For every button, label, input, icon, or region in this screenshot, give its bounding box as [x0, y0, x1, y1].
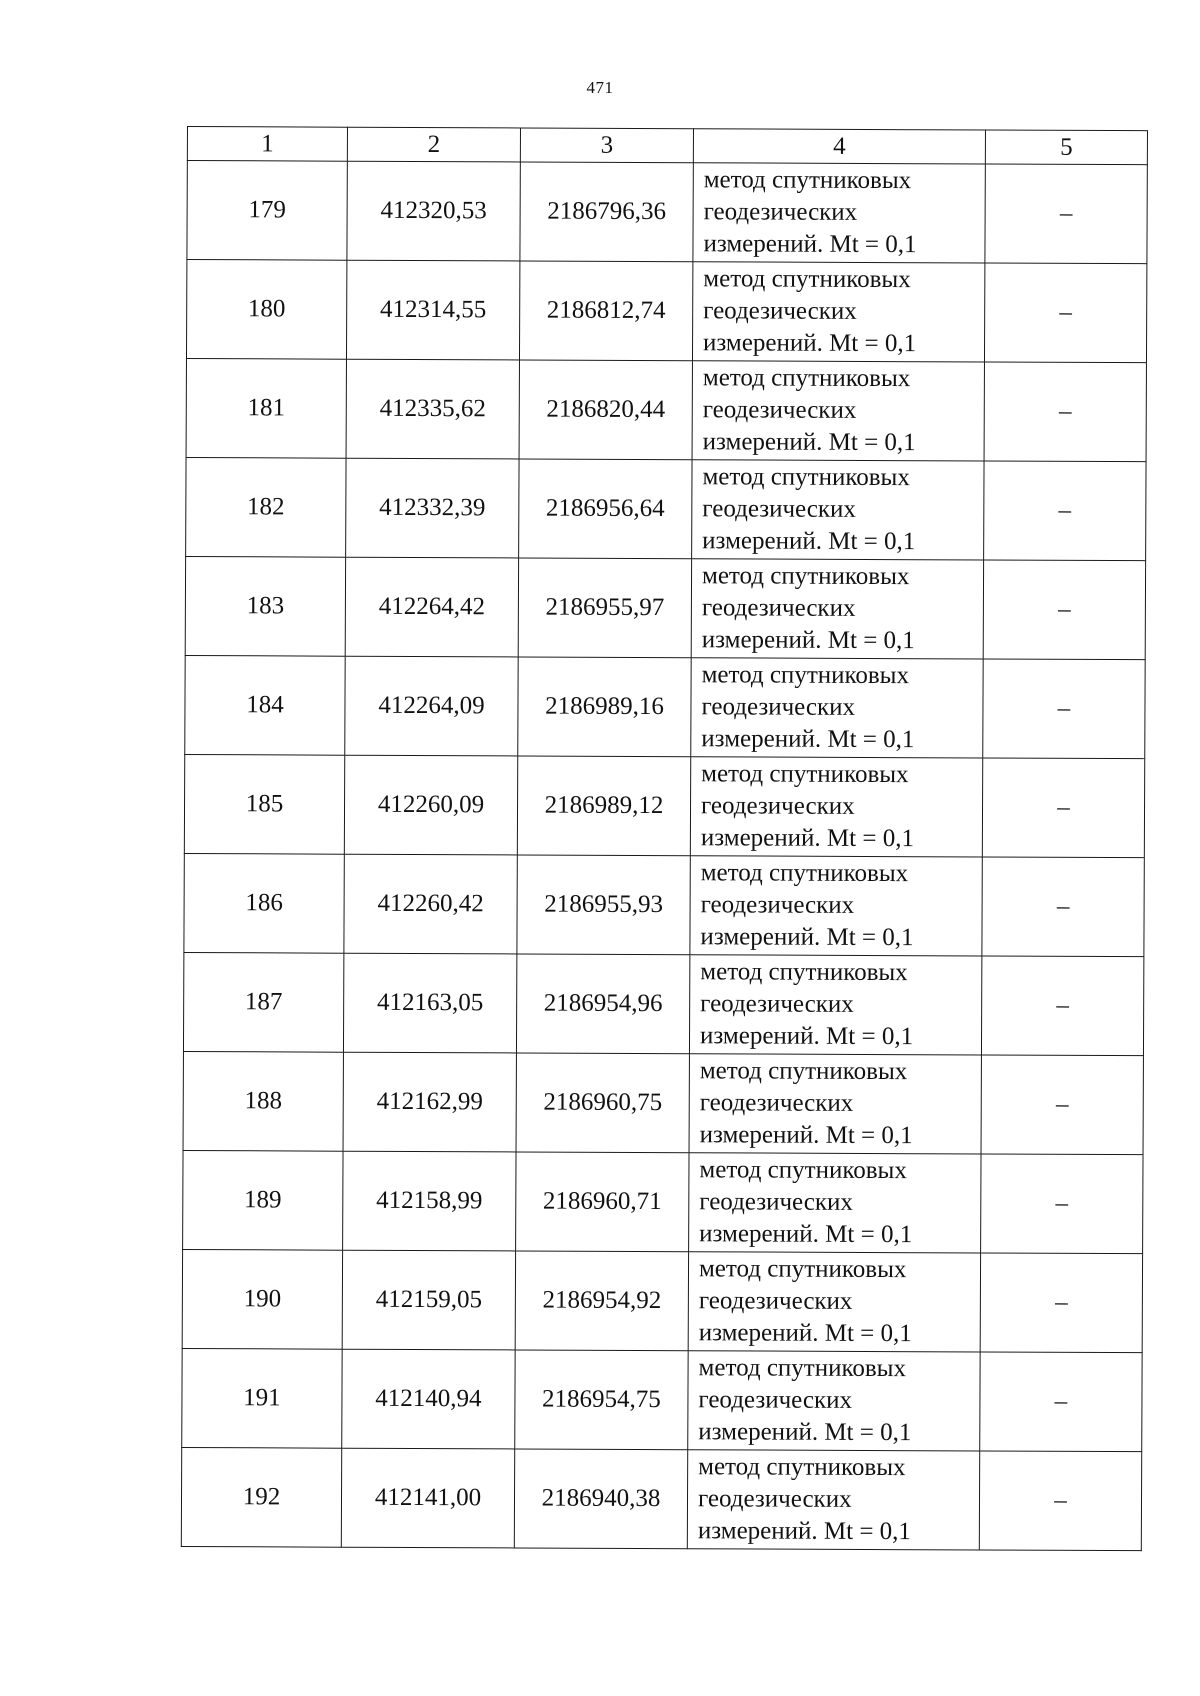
point-number-cell: 192 — [181, 1447, 341, 1547]
table-header-row — [187, 127, 1147, 165]
note-cell: – — [979, 1451, 1141, 1551]
method-line: измерений. Mt = 0,1 — [699, 1022, 914, 1051]
method-line: геодезических — [701, 693, 856, 721]
table-row — [186, 457, 1146, 560]
method-line: измерений. Mt = 0,1 — [698, 1319, 912, 1348]
y-coordinate-cell: 2186989,12 — [517, 756, 690, 856]
note-cell: – — [981, 1154, 1143, 1254]
point-number-cell: 187 — [183, 952, 343, 1052]
note-cell: – — [985, 164, 1147, 264]
table-row — [182, 1348, 1142, 1451]
point-number-cell: 183 — [185, 556, 345, 656]
method-cell — [691, 559, 983, 659]
x-coordinate-cell: 412159,05 — [342, 1250, 515, 1350]
header-col-2: 2 — [347, 127, 520, 162]
method-line: метод спутниковых — [700, 958, 908, 987]
method-line: геодезических — [700, 990, 854, 1018]
method-line: метод спутниковых — [699, 1156, 907, 1185]
method-cell — [691, 658, 983, 758]
point-number-cell: 184 — [185, 655, 345, 755]
x-coordinate-cell: 412260,09 — [344, 755, 517, 855]
note-cell: – — [984, 461, 1146, 561]
method-line: измерений. Mt = 0,1 — [698, 1418, 912, 1447]
method-line: метод спутниковых — [699, 1057, 908, 1086]
method-line: измерений. Mt = 0,1 — [701, 725, 915, 754]
y-coordinate-cell: 2186812,74 — [519, 261, 692, 361]
method-line: геодезических — [699, 1089, 854, 1117]
method-line: измерений. Mt = 0,1 — [702, 527, 916, 556]
method-cell — [687, 1450, 979, 1550]
note-cell: – — [982, 758, 1144, 858]
point-number-cell: 179 — [187, 161, 347, 261]
page-number: 471 — [586, 78, 614, 97]
method-cell — [693, 163, 985, 263]
table-row — [181, 1447, 1141, 1550]
table-row — [183, 1051, 1143, 1154]
x-coordinate-cell: 412141,00 — [341, 1448, 514, 1548]
table-row — [186, 260, 1146, 363]
note-cell: – — [981, 956, 1143, 1056]
point-number-cell: 186 — [184, 853, 344, 953]
method-line: метод спутниковых — [698, 1453, 906, 1482]
note-cell: – — [982, 857, 1144, 957]
table-row — [182, 1249, 1142, 1352]
note-cell: – — [984, 263, 1146, 363]
note-cell: – — [980, 1253, 1142, 1353]
note-cell: – — [983, 659, 1145, 759]
table-row — [184, 853, 1144, 956]
method-line: геодезических — [698, 1386, 853, 1414]
method-line: измерений. Mt = 0,1 — [703, 230, 917, 259]
note-cell: – — [984, 362, 1146, 462]
table-row — [185, 556, 1145, 659]
method-line: измерений. Mt = 0,1 — [703, 329, 917, 358]
header-col-4: 4 — [693, 129, 985, 164]
x-coordinate-cell: 412260,42 — [344, 854, 517, 954]
method-line: измерений. Mt = 0,1 — [701, 626, 915, 655]
method-line: геодезических — [700, 792, 855, 820]
table-row — [187, 161, 1147, 264]
point-number-cell: 180 — [186, 260, 346, 360]
x-coordinate-cell: 412264,09 — [345, 656, 518, 756]
method-line: метод спутниковых — [701, 661, 910, 690]
note-cell: – — [983, 560, 1145, 660]
method-line: метод спутниковых — [702, 364, 911, 393]
table-row — [183, 1150, 1143, 1253]
method-cell — [692, 460, 984, 560]
y-coordinate-cell: 2186955,97 — [518, 558, 691, 658]
point-number-cell: 188 — [183, 1051, 343, 1151]
method-cell — [690, 757, 982, 857]
method-cell — [692, 361, 984, 461]
method-line: геодезических — [700, 891, 855, 919]
method-line: метод спутниковых — [698, 1255, 907, 1284]
method-line: геодезических — [702, 495, 856, 523]
y-coordinate-cell: 2186796,36 — [520, 162, 693, 262]
method-line: метод спутниковых — [702, 463, 910, 492]
y-coordinate-cell: 2186954,96 — [516, 954, 689, 1054]
x-coordinate-cell: 412320,53 — [347, 161, 520, 261]
table-row — [186, 358, 1146, 461]
method-line: измерений. Mt = 0,1 — [697, 1517, 912, 1546]
table-row — [185, 655, 1145, 758]
y-coordinate-cell: 2186940,38 — [514, 1449, 687, 1549]
method-line: геодезических — [701, 594, 856, 622]
method-line: геодезических — [698, 1287, 853, 1315]
y-coordinate-cell: 2186960,71 — [516, 1152, 689, 1252]
note-cell: – — [981, 1055, 1143, 1155]
table-row — [184, 754, 1144, 857]
x-coordinate-cell: 412163,05 — [343, 953, 516, 1053]
method-cell — [688, 1252, 980, 1352]
point-number-cell: 191 — [182, 1348, 342, 1448]
point-number-cell: 189 — [183, 1150, 343, 1250]
header-col-3: 3 — [520, 128, 693, 163]
coordinates-table — [181, 126, 1148, 1551]
point-number-cell: 182 — [186, 457, 346, 557]
method-cell — [690, 856, 982, 956]
y-coordinate-cell: 2186989,16 — [518, 657, 691, 757]
method-line: метод спутниковых — [701, 562, 910, 591]
method-cell — [689, 1054, 981, 1154]
x-coordinate-cell: 412335,62 — [346, 359, 519, 459]
table-body — [181, 161, 1147, 1551]
y-coordinate-cell: 2186954,92 — [515, 1251, 688, 1351]
method-cell — [688, 1351, 980, 1451]
y-coordinate-cell: 2186956,64 — [519, 459, 692, 559]
y-coordinate-cell: 2186960,75 — [516, 1053, 689, 1153]
method-line: метод спутниковых — [703, 265, 911, 294]
method-line: метод спутниковых — [701, 760, 909, 789]
header-col-1: 1 — [187, 127, 347, 162]
y-coordinate-cell: 2186820,44 — [519, 360, 692, 460]
method-cell — [692, 262, 984, 362]
x-coordinate-cell: 412162,99 — [343, 1052, 516, 1152]
table-row — [183, 952, 1143, 1055]
method-line: измерений. Mt = 0,1 — [699, 1121, 913, 1150]
method-line: геодезических — [702, 396, 857, 424]
method-cell — [689, 1153, 981, 1253]
y-coordinate-cell: 2186955,93 — [517, 855, 690, 955]
x-coordinate-cell: 412314,55 — [346, 260, 519, 360]
note-cell: – — [980, 1352, 1142, 1452]
method-line: измерений. Mt = 0,1 — [700, 824, 915, 853]
method-line: геодезических — [699, 1188, 853, 1216]
point-number-cell: 190 — [182, 1249, 342, 1349]
method-line: метод спутниковых — [703, 166, 912, 195]
method-line: геодезических — [703, 297, 857, 325]
method-line: измерений. Mt = 0,1 — [702, 428, 916, 457]
method-line: геодезических — [697, 1485, 852, 1513]
x-coordinate-cell: 412158,99 — [343, 1151, 516, 1251]
method-line: измерений. Mt = 0,1 — [699, 1220, 913, 1249]
method-line: метод спутниковых — [698, 1354, 907, 1383]
method-cell — [689, 955, 981, 1055]
x-coordinate-cell: 412140,94 — [342, 1349, 515, 1449]
method-line: измерений. Mt = 0,1 — [700, 923, 914, 952]
method-line: геодезических — [703, 198, 858, 226]
header-col-5: 5 — [985, 130, 1147, 165]
y-coordinate-cell: 2186954,75 — [515, 1350, 688, 1450]
method-line: метод спутниковых — [700, 859, 909, 888]
point-number-cell: 181 — [186, 358, 346, 458]
point-number-cell: 185 — [184, 754, 344, 854]
x-coordinate-cell: 412332,39 — [346, 458, 519, 558]
x-coordinate-cell: 412264,42 — [345, 557, 518, 657]
